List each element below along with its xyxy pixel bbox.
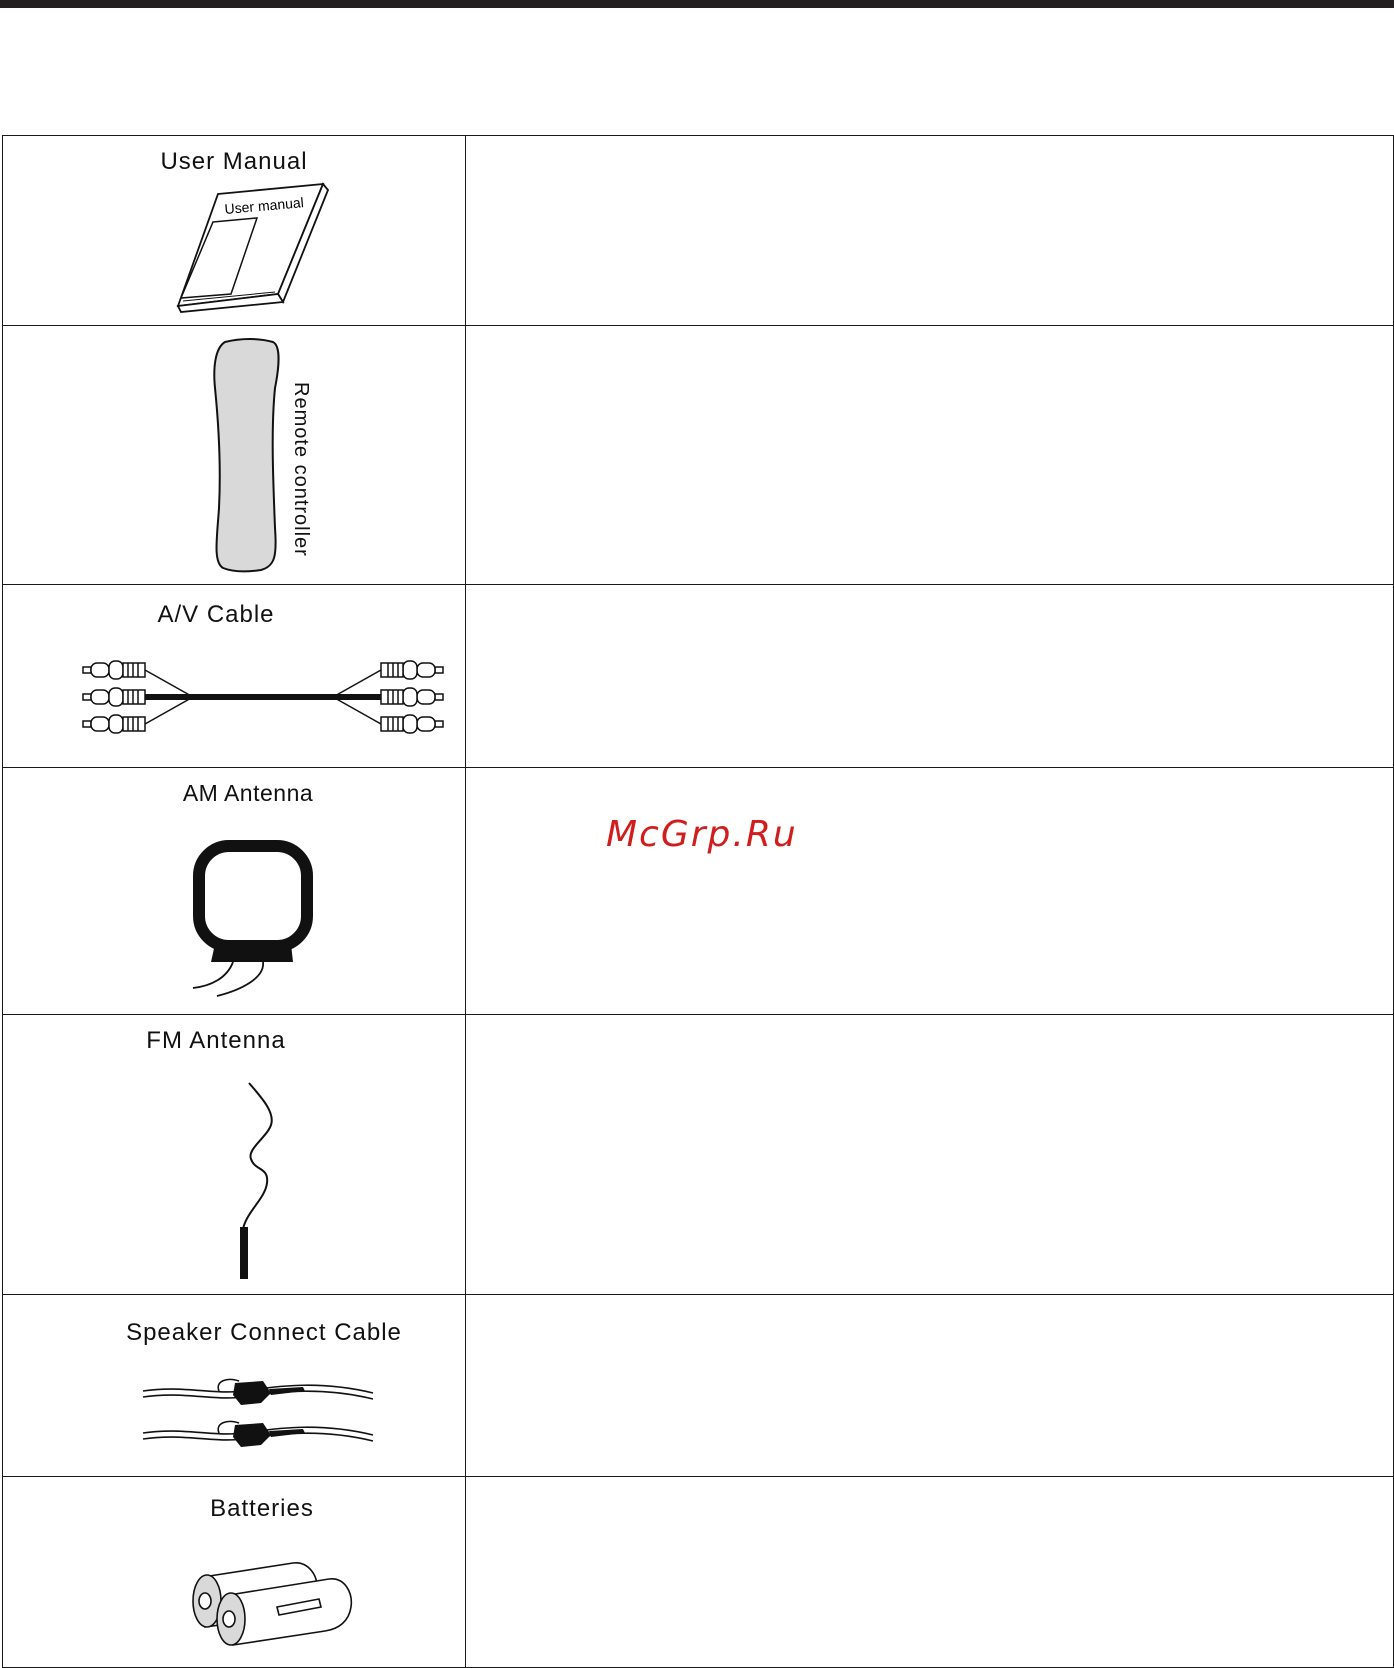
item-description-cell: [466, 585, 1394, 768]
item-label: AM Antenna: [182, 780, 314, 806]
item-image-cell: [3, 768, 466, 1015]
table-row: [3, 585, 1394, 768]
item-image-cell: [3, 1015, 466, 1295]
accessories-table: [2, 135, 1394, 1668]
item-image-cell: [3, 1477, 466, 1668]
item-description-cell: [466, 768, 1394, 1015]
table-row: [3, 1477, 1394, 1668]
item-image-cell: [3, 136, 466, 326]
watermark-text: McGrp.Ru: [606, 814, 798, 855]
table-row: [3, 326, 1394, 585]
speaker-cable-icon: [143, 1373, 383, 1463]
item-description-cell: [466, 1015, 1394, 1295]
item-label: Speaker Connect Cable: [126, 1319, 402, 1346]
item-description-cell: [466, 136, 1394, 326]
item-label: User Manual: [160, 148, 308, 175]
item-label: Remote controller: [290, 382, 312, 557]
table-row: [3, 768, 1394, 1015]
item-description-cell: [466, 1477, 1394, 1668]
item-image-cell: [3, 1295, 466, 1477]
item-image-cell: [3, 585, 466, 768]
av-cable-icon: [83, 655, 443, 745]
item-label: A/V Cable: [157, 601, 275, 628]
item-image-cell: [3, 326, 466, 585]
item-label: FM Antenna: [146, 1027, 286, 1054]
book-cover-text: User manual: [223, 194, 305, 217]
table-row: [3, 136, 1394, 326]
item-description-cell: [466, 1295, 1394, 1477]
table-row: [3, 1295, 1394, 1477]
item-description-cell: [466, 326, 1394, 585]
fm-antenna-icon: [233, 1081, 293, 1281]
batteries-icon: [193, 1557, 353, 1647]
item-label: Batteries: [210, 1495, 314, 1522]
top-rule: [0, 0, 1394, 8]
remote-controller-icon: [211, 338, 291, 573]
table-row: [3, 1015, 1394, 1295]
user-manual-icon: [173, 184, 333, 314]
am-antenna-icon: [193, 840, 323, 1000]
